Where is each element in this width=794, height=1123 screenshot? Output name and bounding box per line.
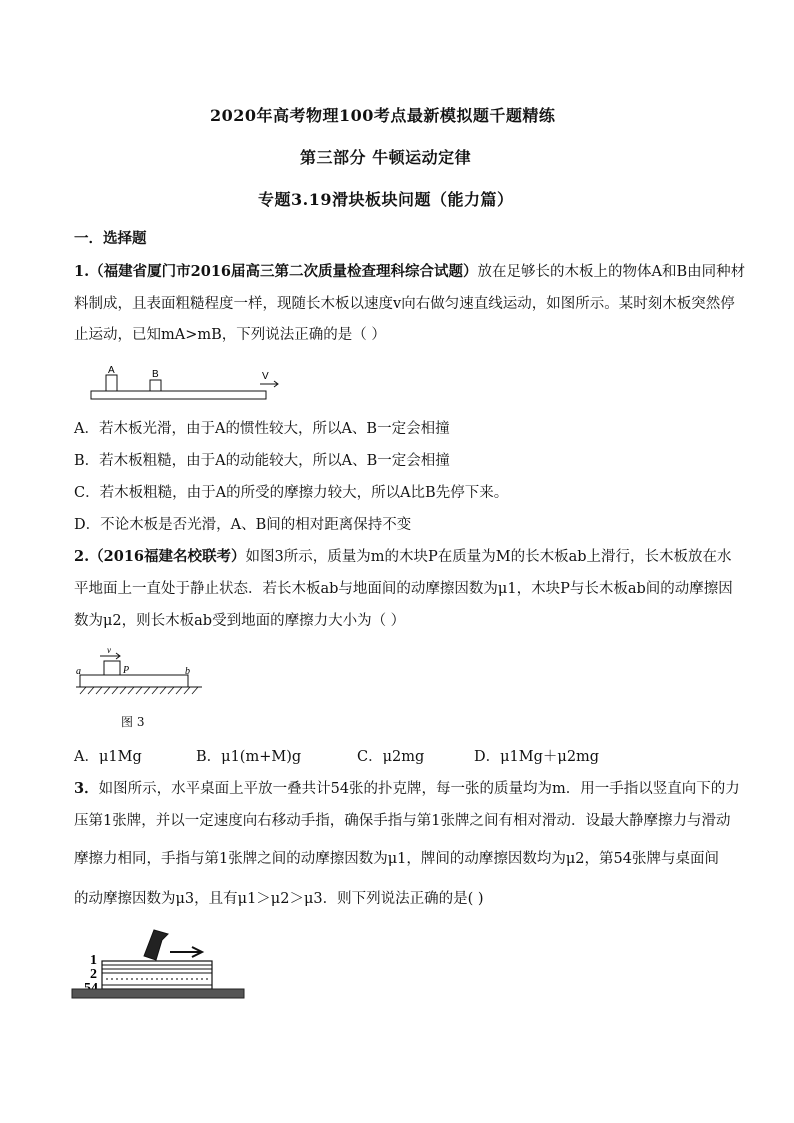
q3-line1 [74, 781, 740, 797]
q2-line1 [74, 549, 732, 565]
document-title: 2020年高考物理100考点最新模拟题千题精练 [210, 106, 556, 125]
q1-line3: 止运动，已知mA>mB，下列说法正确的是（ ） [74, 327, 386, 343]
part-title: 第三部分 牛顿运动定律 [300, 148, 472, 167]
q2-line3: 数为μ2，则长木板ab受到地面的摩擦力大小为（ ） [74, 613, 406, 629]
q1-line1 [74, 264, 745, 280]
q3-label-2: 2 [90, 967, 97, 982]
q3-line3: 摩擦力相同，手指与第1张牌之间的动摩擦因数为μ1，牌间的动摩擦因数均为μ2，第54张牌与桌面间 [74, 851, 719, 867]
q3-line2: 压第1张牌，并以一定速度向右移动手指，确保手指与第1张牌之间有相对滑动．设最大静摩擦力与滑动 [74, 813, 731, 829]
q1-label-v: V [262, 371, 269, 382]
q3-number: 3． [74, 780, 99, 797]
q1-option-b: B．若木板粗糙，由于A的动能较大，所以A、B一定会相撞 [74, 453, 450, 469]
q2-option-d: D．μ1Mg＋μ2mg [474, 749, 600, 765]
finger-icon [144, 930, 168, 960]
q1-figure [90, 366, 280, 404]
q2-block-p [104, 661, 120, 675]
q1-block-a [106, 375, 117, 391]
q1-option-d: D．不论木板是否光滑，A、B间的相对距离保持不变 [74, 517, 412, 533]
q2-board [80, 675, 188, 687]
q1-number: 1. [74, 263, 90, 280]
section-heading: 一．选择题 [74, 230, 147, 247]
q1-block-b [150, 380, 161, 391]
q1-label-a: A [108, 365, 115, 376]
q1-source: （福建省厦门市2016届高三第二次质量检查理科综合试题） [89, 263, 478, 280]
q1-line2: 料制成，且表面粗糙程度一样，现随长木板以速度v向右做匀速直线运动，如图所示。某时刻木板突然停 [74, 296, 735, 312]
q1-option-a: A．若木板光滑，由于A的惯性较大，所以A、B一定会相撞 [74, 421, 450, 437]
q2-figure [76, 645, 206, 700]
q3-label-1: 1 [90, 953, 97, 968]
q2-option-c: C．μ2mg [357, 749, 425, 765]
q3-table [72, 989, 244, 998]
q2-text-1: 如图3所示，质量为m的木块P在质量为M的长木板ab上滑行，长木板放在水 [245, 549, 732, 565]
q2-label-b: b [185, 666, 190, 677]
q2-figure-caption: 图 3 [121, 715, 145, 729]
q1-board [91, 391, 266, 399]
q1-label-b: B [152, 369, 159, 380]
q1-option-c: C．若木板粗糙，由于A的所受的摩擦力较大，所以A比B先停下来。 [74, 485, 509, 501]
q2-option-b: B．μ1(m+M)g [196, 749, 302, 765]
q1-text-1: 放在足够长的木板上的物体A和B由同种材 [477, 264, 746, 280]
q2-option-a: A．μ1Mg [74, 749, 142, 765]
q3-text-1: 如图所示，水平桌面上平放一叠共计54张的扑克牌，每一张的质量均为m．用一手指以竖直向下的力 [98, 781, 740, 797]
q2-line2: 平地面上一直处于静止状态．若长木板ab与地面间的动摩擦因数为μ1，木块P与长木板ab间的动摩擦因 [74, 581, 733, 597]
q2-number: 2. [74, 548, 90, 565]
q2-source: （2016福建名校联考） [89, 548, 246, 565]
q3-figure [72, 926, 246, 1002]
topic-title: 专题3.19滑块板块问题（能力篇） [258, 190, 514, 209]
q3-line4: 的动摩擦因数为μ3，且有μ1＞μ2＞μ3．则下列说法正确的是( ) [74, 891, 484, 907]
q2-label-p: P [123, 665, 130, 676]
q2-label-v: v [107, 645, 111, 655]
q2-label-a: a [76, 666, 81, 677]
